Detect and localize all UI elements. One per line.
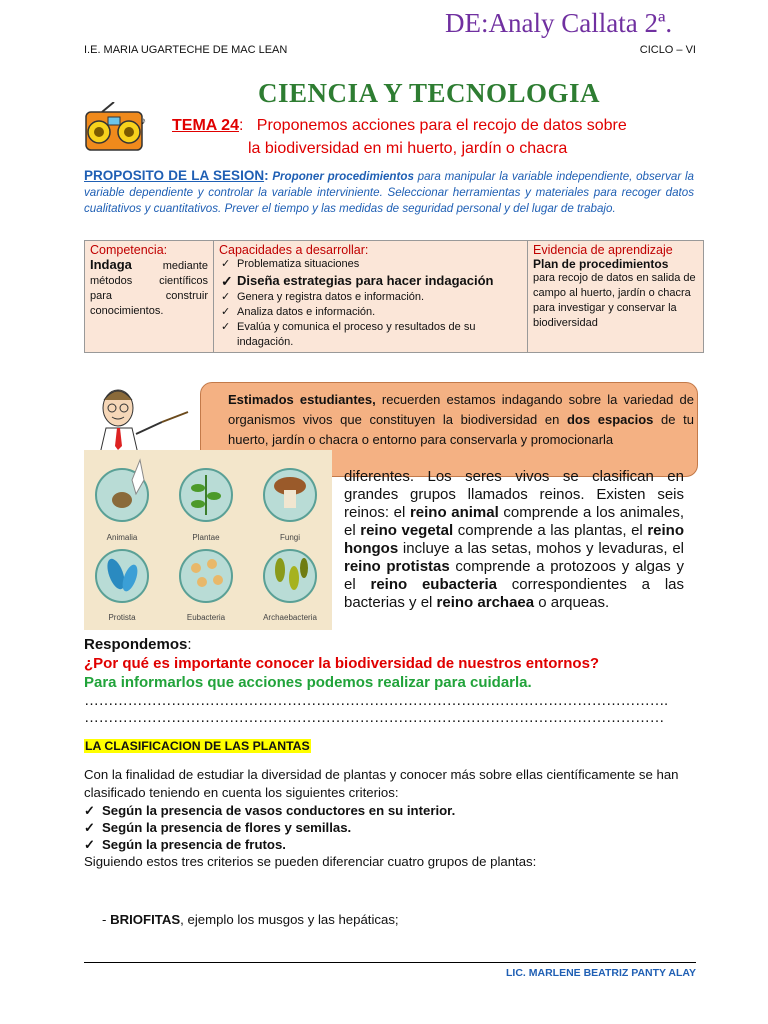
- list-item: ✓ Genera y registra datos e información.: [219, 290, 522, 305]
- competencia-cell: Competencia: Indaga mediante métodos científicos para construir conocimientos.: [85, 241, 214, 353]
- radio-icon: [84, 102, 148, 152]
- purpose-text: para manipular la variable independiente, observar la variable dependiente y controlar la variable interviniente. Seleccionar herramientas y materiales para recoger datos cualitativos y cuantitativos. Prever el tiempo y las medidas de seguridad personal y del lugar de trabajo.: [84, 170, 694, 215]
- eubacteria-icon: [180, 550, 232, 602]
- list-item: ✓ Diseña estrategias para hacer indagación: [219, 272, 522, 290]
- classification-body: [84, 766, 696, 871]
- respond-heading: Respondemos:: [84, 636, 192, 653]
- section-heading: LA CLASIFICACION DE LAS PLANTAS: [85, 739, 310, 753]
- signature: DE:Analy Callata 2ª.: [445, 8, 673, 38]
- footer-divider: [84, 962, 696, 963]
- briofitas-item: - BRIOFITAS, ejemplo los musgos y las hepáticas;: [102, 912, 399, 927]
- kingdom-label: Fungi: [279, 533, 301, 542]
- classification-outro: Siguiendo estos tres criterios se pueden diferenciar cuatro grupos de plantas:: [84, 854, 537, 869]
- question-1: ¿Por qué es importante conocer la biodiversidad de nuestros entornos?: [84, 655, 600, 672]
- kingdom-label: Eubacteria: [186, 613, 226, 622]
- purpose-label: PROPOSITO DE LA SESION: [84, 168, 265, 183]
- kingdom-label: Protista: [108, 613, 136, 622]
- document-header: [84, 44, 696, 56]
- topic: TEMA 24: Proponemos acciones para el recojo de datos sobre la biodiversidad en mi huerto, jardín o chacra: [172, 117, 627, 157]
- kingdom-label: Animalia: [106, 533, 138, 542]
- criteria-list: [84, 802, 696, 853]
- capacidades-list: [219, 257, 522, 350]
- evidencia-cell: Evidencia de aprendizaje Plan de procedimientos para recojo de datos en salida de campo al huerto, jardín o chacra para investigar y conservar la biodiversidad: [528, 241, 704, 353]
- school-name: I.E. MARIA UGARTECHE DE MAC LEAN: [84, 44, 288, 56]
- teacher-illustration-icon: [92, 384, 202, 454]
- svg-text:♪: ♪: [141, 116, 146, 127]
- plantae-icon: [180, 469, 232, 521]
- list-item: ✓ Según la presencia de vasos conductores en su interior.: [84, 802, 696, 819]
- fungi-icon: [264, 469, 316, 521]
- list-item: ✓ Evalúa y comunica el proceso y resultados de su indagación.: [219, 320, 522, 350]
- footer-author: LIC. MARLENE BEATRIZ PANTY ALAY: [506, 967, 696, 979]
- archaebacteria-icon: [264, 550, 316, 602]
- session-purpose: PROPOSITO DE LA SESION: Proponer procedimientos para manipular la variable independiente, observar la variable dependiente y controlar la variable interviniente. Seleccionar herramientas y materiales para recoger datos cualitativos y cuantitativos. Prever el tiempo y las medidas de seguridad personal y del lugar de trabajo.: [84, 168, 694, 215]
- topic-label: TEMA 24: [172, 117, 239, 134]
- list-item: ✓ Según la presencia de flores y semillas.: [84, 819, 696, 836]
- question-2: Para informarlos que acciones podemos realizar para cuidarla.: [84, 674, 532, 691]
- kingdom-label: Archaebacteria: [263, 613, 317, 622]
- cycle-label: CICLO – VI: [639, 44, 696, 56]
- answer-lines: …………………………………………………………………………………………………………. …………………………………………………………………………………………………………: [84, 692, 668, 726]
- classification-intro: Con la finalidad de estudiar la diversidad de plantas y conocer más sobre ellas científicamente se han clasificado teniendo en cuenta los siguientes criterios:: [84, 767, 679, 800]
- list-item: ✓ Según la presencia de frutos.: [84, 836, 696, 853]
- competency-table: [84, 240, 704, 353]
- kingdom-label: Plantae: [192, 533, 220, 542]
- page-title: CIENCIA Y TECNOLOGIA: [257, 78, 601, 108]
- speech-bubble-text: Estimados estudiantes, recuerden estamos indagando sobre la variedad de organismos vivos que constituyen la biodiversidad en dos espacios de tu huerto, jardín o chacra o entorno para conservarla y promocionarla: [228, 392, 694, 447]
- capacidades-cell: Capacidades a desarrollar: ✓ Problematiza situaciones ✓ Diseña estrategias para hacer indagación ✓ Genera y registra datos e información. ✓ Analiza datos e información. ✓ Evalúa y comunica el proceso y resultados de su indagación.: [214, 241, 528, 353]
- protista-icon: [96, 550, 148, 602]
- topic-line-2: la biodiversidad en mi huerto, jardín o chacra: [248, 140, 568, 157]
- kingdoms-paragraph: diferentes. Los seres vivos se clasifican en grandes grupos llamados reinos. Existen seis reinos: el reino animal comprende a los animales, el reino vegetal comprende a las plantas, el reino hongos incluye a las setas, mohos y levaduras, el reino protistas comprende a protozoos y algas y el reino eubacteria correspondientes a las bacterias y el reino archaea o arqueas.: [344, 468, 685, 611]
- topic-line-1: Proponemos acciones para el recojo de datos sobre: [256, 117, 627, 134]
- kingdoms-illustration: [84, 450, 332, 630]
- list-item: ✓ Problematiza situaciones: [219, 257, 522, 272]
- list-item: ✓ Analiza datos e información.: [219, 305, 522, 320]
